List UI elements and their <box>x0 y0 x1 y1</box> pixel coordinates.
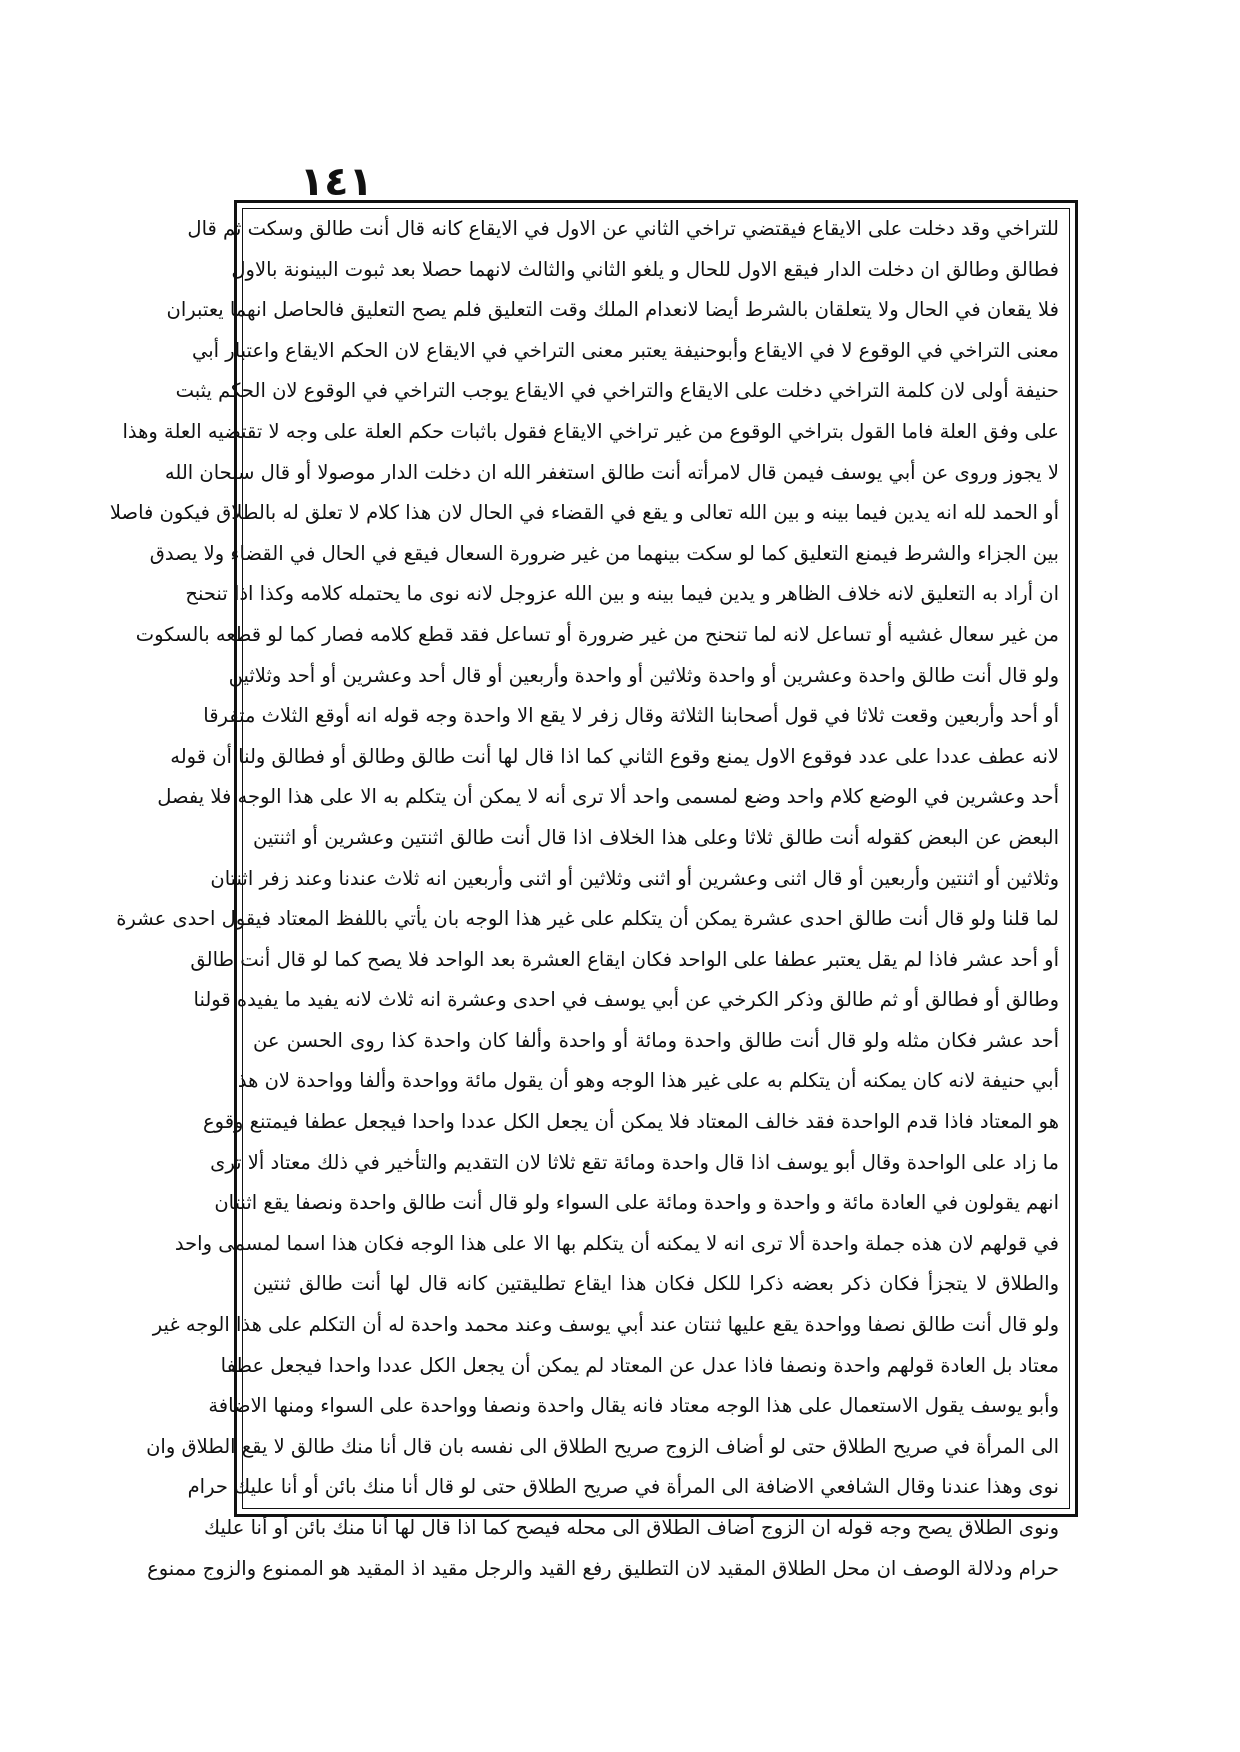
text-line: على وفق العلة فاما القول بتراخي الوقوع من غير تراخي الايقاع فقول باثبات حكم العلة على وجه لا تقتضيه العلة وهذا <box>122 419 1059 443</box>
text-line: أو الحمد لله انه يدين فيما بينه و بين الله تعالى و يقع في القضاء في الحال لان هذا كلام لا تعلق له بالطلاق فيكون فاصلا <box>109 501 1059 525</box>
text-line: نوى وهذا عندنا وقال الشافعي الاضافة الى المرأة في صريح الطلاق حتى لو قال أنا منك بائن أو أنا عليك حرام <box>187 1475 1059 1499</box>
text-line: حرام ودلالة الوصف ان محل الطلاق المقيد لان التطليق رفع القيد والرجل مقيد اذ المقيد هو الممنوع والزوج ممنوع <box>147 1556 1059 1580</box>
text-line: حنيفة أولى لان كلمة التراخي دخلت على الايقاع والتراخي في الايقاع يوجب التراخي في الوقوع لان الحكم يثبت <box>175 379 1059 403</box>
text-line: ولو قال أنت طالق نصفا وواحدة يقع عليها ثنتان عند أبي يوسف وعند محمد واحدة له أن التكلم على هذا الوجه غير <box>152 1313 1059 1337</box>
text-line: وطالق أو فطالق أو ثم طالق وذكر الكرخي عن أبي يوسف في احدى وعشرة انه ثلاث لانه يفيد ما يفيده قولنا <box>193 988 1059 1012</box>
text-line: والطلاق لا يتجزأ فكان ذكر بعضه ذكرا للكل فكان هذا ايقاع تطليقتين كانه قال لها أنت طالق ثنتين <box>253 1272 1059 1296</box>
text-line: للتراخي وقد دخلت على الايقاع فيقتضي تراخي الثاني عن الاول في الايقاع كانه قال أنت طالق وسكت ثم قال <box>187 217 1059 240</box>
text-line: لما قلنا ولو قال أنت طالق احدى عشرة يمكن أن يتكلم على غير هذا الوجه بان يأتي باللفظ المعتاد فيقول احدى عشرة <box>116 907 1059 931</box>
text-line: لا يجوز وروى عن أبي يوسف فيمن قال لامرأته أنت طالق استغفر الله ان دخلت الدار موصولا أو قال سبحان الله <box>164 460 1059 484</box>
text-line: فلا يقعان في الحال ولا يتعلقان بالشرط أيضا لانعدام الملك وقت التعليق فلم يصح التعليق فالحاصل انهما يعتبران <box>166 298 1059 322</box>
text-line: وأبو يوسف يقول الاستعمال على هذا الوجه معتاد فانه يقال واحدة ونصفا وواحدة على السواء ومنها الاضافة <box>208 1394 1059 1418</box>
text-line: أو أحد عشر فاذا لم يقل يعتبر عطفا على الواحد فكان ايقاع العشرة بعد الواحد فلا يصح كما لو قال أنت طالق <box>190 947 1059 971</box>
text-line: أبي حنيفة لانه كان يمكنه أن يتكلم به على غير هذا الوجه وهو أن يقول مائة وواحدة وألفا وواحدة لان هذا <box>232 1069 1059 1093</box>
text-line: انهم يقولون في العادة مائة و واحدة و واحدة ومائة على السواء ولو قال أنت طالق واحدة ونصفا يقع اثنتان <box>214 1191 1059 1215</box>
text-body <box>109 209 1059 1589</box>
text-line: من غير سعال غشيه أو تساعل لانه لما تنحنح من غير ضرورة أو تساعل فقد قطع كلامه فصار كما لو قطعه بالسكوت <box>135 622 1059 646</box>
text-line: بين الجزاء والشرط فيمنع التعليق كما لو سكت بينهما من غير ضرورة السعال فيقع في الحال في القضاء ولا يصدق <box>149 541 1059 565</box>
text-line: فطالق وطالق ان دخلت الدار فيقع الاول للحال و يلغو الثاني والثالث لانهما حصلا بعد ثبوت البينونة بالاول <box>231 257 1059 281</box>
text-line: في قولهم لان هذه جملة واحدة ألا ترى انه لا يمكنه أن يتكلم بها الا على هذا الوجه فكان هذا اسما لمسمى واحد <box>174 1231 1059 1255</box>
page-number: ١٤١ <box>299 159 373 205</box>
text-frame <box>109 208 1070 1580</box>
text-line: ما زاد على الواحدة وقال أبو يوسف اذا قال واحدة ومائة تقع ثلاثا لان التقديم والتأخير في ذلك معتاد ألا ترى <box>210 1150 1059 1174</box>
text-line: البعض عن البعض كقوله أنت طالق ثلاثا وعلى هذا الخلاف اذا قال أنت طالق اثنتين وعشرين أو اثنتين <box>253 825 1059 849</box>
text-line: ونوى الطلاق يصح وجه قوله ان الزوج أضاف الطلاق الى محله فيصح كما اذا قال لها أنا منك بائن أو أنا عليك <box>203 1516 1059 1539</box>
text-line: لانه عطف عددا على عدد فوقوع الاول يمنع وقوع الثاني كما اذا قال لها أنت طالق وطالق أو فطالق ولنا أن قوله <box>170 744 1059 768</box>
text-line: ولو قال أنت طالق واحدة وعشرين أو واحدة وثلاثين أو واحدة وأربعين أو قال أحد وعشرين أو أحد وثلاثين <box>228 663 1059 687</box>
text-line: معنى التراخي في الوقوع لا في الايقاع وأبوحنيفة يعتبر معنى التراخي في الايقاع لان الحكم الايقاع واعتبار أبي <box>191 338 1059 362</box>
text-line: أحد عشر فكان مثله ولو قال أنت طالق واحدة ومائة أو واحدة وألفا كان واحدة كذا روى الحسن عن <box>253 1028 1059 1052</box>
text-line: ان أراد به التعليق لانه خلاف الظاهر و يدين فيما بينه و بين الله عزوجل لانه نوى ما يحتمله كلامه وكذا اذا تنحنح <box>185 582 1059 606</box>
text-line: أو أحد وأربعين وقعت ثلاثا في قول أصحابنا الثلاثة وقال زفر لا يقع الا واحدة وجه قوله انه أوقع الثلاث متفرقا <box>203 704 1059 728</box>
text-line: الى المرأة في صريح الطلاق حتى لو أضاف الزوج صريح الطلاق الى نفسه بان قال أنا منك طالق لا يقع الطلاق وان <box>146 1434 1059 1458</box>
text-line: وثلاثين أو اثنتين وأربعين أو قال اثنى وعشرين أو اثنى وثلاثين أو اثنى وأربعين انه ثلاث عندنا وعند زفر اثنتان <box>210 866 1059 890</box>
text-line: معتاد بل العادة قولهم واحدة ونصفا فاذا عدل عن المعتاد لم يمكن أن يجعل الكل عددا واحدا فيجعل عطفا <box>220 1353 1059 1377</box>
text-line: هو المعتاد فاذا قدم الواحدة فقد خالف المعتاد فلا يمكن أن يجعل الكل عددا واحدا فيجعل عطفا فيمتنع وقوع <box>202 1110 1059 1134</box>
text-line: أحد وعشرين في الوضع كلام واحد وضع لمسمى واحد ألا ترى أنه لا يمكن أن يتكلم به الا على هذا الوجه فلا يفصل <box>157 785 1059 809</box>
